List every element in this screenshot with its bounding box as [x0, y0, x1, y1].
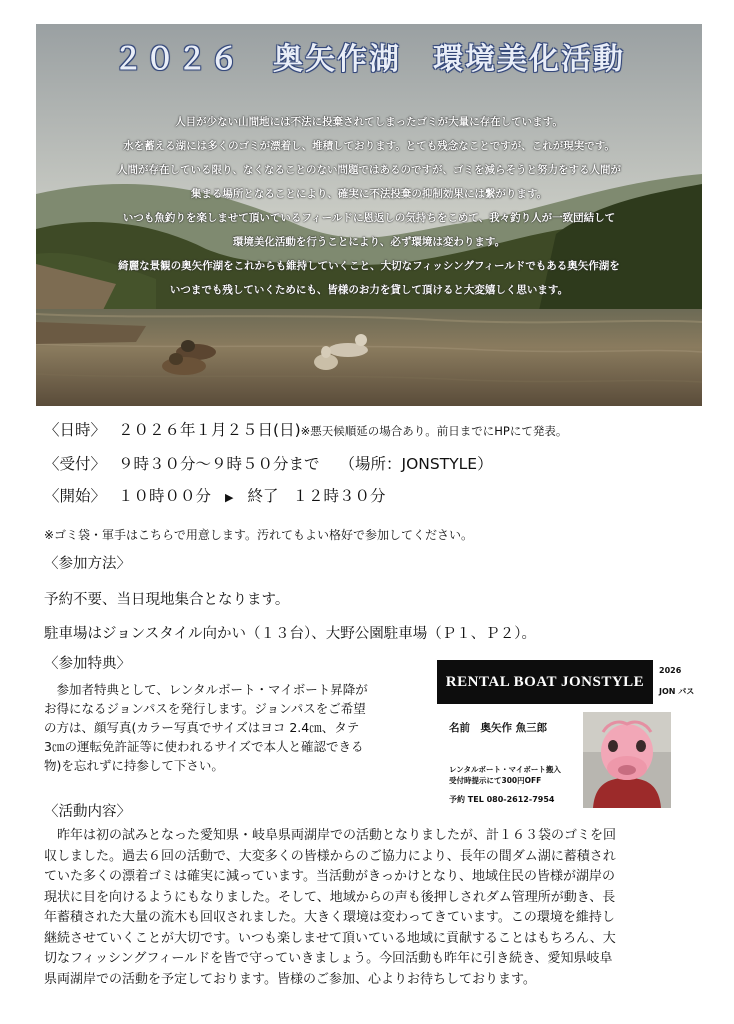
benefit-line: の方は、顔写真(カラー写真でサイズはヨコ 2.4㎝、タテ [44, 720, 360, 735]
card-boat-line: 受付時提示にて300円OFF [449, 776, 542, 785]
jon-pass-card [437, 660, 705, 820]
card-name: 名前 奥矢作 魚三郎 [449, 722, 548, 734]
activity-line: 継続させていくことが大切です。いつも楽しませて頂いている地域に貢献することはもちろん、大 [44, 930, 616, 946]
reception-place: （場所：JONSTYLE） [339, 455, 493, 473]
schedule-block [44, 418, 704, 514]
date-label: 〈日時〉 [44, 421, 107, 439]
activity-text [44, 826, 694, 990]
hero-message-line: 人目が少ない山間地には不法に投棄されてしまったゴミが大量に存在しています。 [175, 116, 563, 128]
start-label: 〈開始〉 [44, 487, 107, 505]
hero-message-line: いつも魚釣りを楽しませて頂いているフィールドに恩返しの気持ちをこめて、我々釣り人が一致団結して [122, 212, 616, 224]
date-row [44, 418, 704, 448]
reception-label: 〈受付〉 [44, 455, 107, 473]
end-label: 終了 [247, 487, 279, 505]
benefit-line: 3㎝の運転免許証等に使われるサイズで本人と確認できる [44, 739, 364, 754]
activity-line: 収しました。過去６回の活動で、大変多くの皆様からのご協力により、長年の間ダム湖に蓄積され [44, 848, 616, 864]
start-time: １０時００分 [118, 487, 212, 505]
benefit-line: 参加者特典として、レンタルボート・マイボート昇降が [44, 682, 368, 697]
hero-message-line: 環境美化活動を行うことにより、必ず環境は変わります。 [232, 236, 506, 248]
activity-line: 昨年は初の試みとなった愛知県・岐阜県両湖岸での活動となりましたが、計１６３袋のゴミを回 [44, 828, 617, 843]
card-tel: 予約 TEL 080-2612-7954 [449, 795, 555, 804]
benefit-line: 物)を忘れずに持参して下さい。 [44, 758, 224, 773]
card-boat-discount [449, 764, 561, 786]
parking-line: 駐車場はジョンスタイル向かい（１３台）、大野公園駐車場（Ｐ１、Ｐ２）。 [44, 626, 536, 642]
card-boat-line: レンタルボート・マイボート搬入 [449, 765, 561, 774]
hero-message-line: いつまでも残していくためにも、皆様のお力を貸して頂けると大変嬉しく思います。 [169, 284, 569, 296]
reception-row [44, 452, 704, 482]
method-heading: 〈参加方法〉 [44, 556, 131, 572]
hero-message-line: 綺麗な景観の奥矢作湖をこれからも維持していくこと、大切なフィッシングフィールドでもある奥矢作湖を [118, 260, 620, 272]
card-pass-label: JON パス [659, 687, 695, 696]
activity-heading: 〈活動内容〉 [44, 804, 131, 820]
hero-message-line: 集まる場所となることにより、確実に不法投棄の抑制効果には繋がります。 [190, 188, 548, 200]
card-title: RENTAL BOAT JONSTYLE [437, 660, 653, 704]
hero-title: ２０２６ 奥矢作湖 環境美化活動 [113, 42, 625, 77]
supplies-note: ※ゴミ袋・軍手はこちらで用意します。汚れてもよい格好で参加してください。 [44, 528, 473, 542]
reception-time: ９時３０分～９時５０分まで [118, 455, 320, 473]
start-row [44, 484, 704, 514]
date-value: ２０２６年１月２５日(日) [118, 421, 301, 439]
activity-line: 現状に目を向けるようにもなりました。そして、地域からの声も後押しされダム管理所が動き、長 [44, 889, 616, 905]
activity-line: 県両湖岸での活動を予定しております。皆様のご参加、心よりお待ちしております。 [44, 971, 536, 987]
hero-message-line: 人間が存在している限り、なくなることのない問題ではあるのですが、ゴミを減らそうと努力をする人間が [117, 164, 621, 176]
portrait-photo [583, 712, 671, 808]
activity-line: 年蓄積された大量の流木も回収されました。大きく環境は変わってきています。この環境を維持し [44, 910, 615, 925]
activity-line: ていた多くの漂着ゴミは確実に減っています。当活動がきっかけとなり、地域住民の皆様が湖岸の [44, 869, 615, 884]
end-time: １２時３０分 [292, 487, 386, 505]
hero-message [36, 110, 702, 302]
card-year: 2026 [659, 666, 682, 675]
arrow-icon: ▶ [225, 491, 234, 504]
date-note: ※悪天候順延の場合あり。前日までにHPにて発表。 [300, 424, 568, 438]
hero-photo [36, 24, 702, 406]
hero-message-line: 水を蓄える湖には多くのゴミが漂着し、堆積しております。とても残念なことですが、これが現実です。 [123, 140, 615, 152]
benefit-heading: 〈参加特典〉 [44, 656, 131, 672]
benefit-text [44, 680, 428, 775]
method-line: 予約不要、当日現地集合となります。 [44, 592, 290, 608]
benefit-line: お得になるジョンパスを発行します。ジョンパスをご希望 [44, 701, 366, 716]
activity-line: 切なフィッシングフィールドを皆で守っていきましょう。今回活動も昨年に引き続き、愛知県岐阜 [44, 951, 613, 966]
